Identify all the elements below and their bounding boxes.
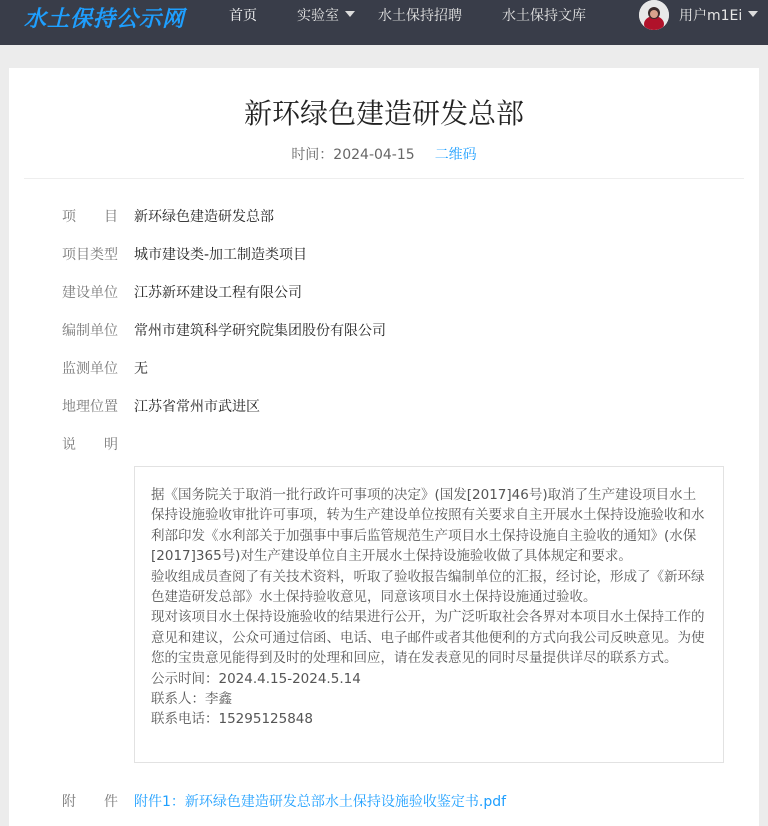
announcement-period: 公示时间：2024.4.15-2024.5.14 <box>151 670 361 687</box>
qr-code-link[interactable]: 二维码 <box>434 147 477 163</box>
top-navbar <box>0 0 768 45</box>
attachment-link[interactable]: 附件1：新环绿色建造研发总部水土保持设施验收鉴定书.pdf <box>134 794 507 810</box>
contact-phone: 联系电话：15295125848 <box>151 711 313 728</box>
field-value-monitor: 无 <box>134 361 148 377</box>
field-label-description: 说 明 <box>62 437 118 453</box>
nav-item-lab[interactable] <box>297 6 355 26</box>
user-name: 用户m1Ei <box>679 8 743 24</box>
description-paragraph: 现对该项目水土保持设施验收的结果进行公开，为广泛听取社会各界对本项目水土保持工作的意见和建议，公众可通过信函、电话、电子邮件或者其他便利的方式向我公司反映意见。为使您的宝贵意见能得到及时的处理和回应，请在发表意见的同时尽量提供详尽的联系方式。 <box>151 609 705 667</box>
field-label-project-type: 项目类型 <box>62 247 118 263</box>
nav-item-library[interactable]: 水土保持文库 <box>502 8 586 24</box>
field-label-monitor: 监测单位 <box>62 361 118 377</box>
chevron-down-icon <box>345 11 355 17</box>
contact-person: 联系人：李鑫 <box>151 691 232 708</box>
publish-time: 时间：2024-04-15 <box>291 147 415 163</box>
nav-item-home[interactable]: 首页 <box>229 8 257 24</box>
field-label-attachment: 附 件 <box>62 794 118 810</box>
field-value-location: 江苏省常州市武进区 <box>134 399 260 415</box>
field-value-project: 新环绿色建造研发总部 <box>134 209 274 225</box>
field-label-builder: 建设单位 <box>62 285 118 301</box>
field-label-project: 项 目 <box>62 209 118 225</box>
page-title: 新环绿色建造研发总部 <box>243 97 524 130</box>
article-meta <box>0 144 768 164</box>
user-avatar[interactable] <box>639 0 669 30</box>
avatar-image-icon <box>639 0 669 30</box>
user-menu[interactable] <box>679 6 758 26</box>
field-value-compiler: 常州市建筑科学研究院集团股份有限公司 <box>134 323 386 339</box>
field-value-builder: 江苏新环建设工程有限公司 <box>134 285 302 301</box>
chevron-down-icon <box>748 11 758 17</box>
field-label-location: 地理位置 <box>62 399 118 415</box>
nav-item-jobs[interactable]: 水土保持招聘 <box>378 8 462 24</box>
site-logo[interactable]: 水土保持公示网 <box>24 7 186 32</box>
description-paragraph: 据《国务院关于取消一批行政许可事项的决定》(国发[2017]46号)取消了生产建设项目水土保持设施验收审批许可事项，转为生产建设单位按照有关要求自主开展水土保持设施验收和水利部印发《水利部关于加强事中事后监管规范生产项目水土保持设施自主验收的通知》(水保[2017]365号)对生产建设单位自主开展水土保持设施验收做了具体规定和要求。 <box>151 487 705 565</box>
nav-item-lab-label: 实验室 <box>297 8 339 24</box>
description-box <box>134 466 724 763</box>
field-value-project-type: 城市建设类-加工制造类项目 <box>134 247 308 263</box>
description-paragraph: 验收组成员查阅了有关技术资料，听取了验收报告编制单位的汇报，经讨论，形成了《新环绿色建造研发总部》水土保持验收意见，同意该项目水土保持设施通过验收。 <box>151 568 705 606</box>
title-divider <box>24 178 744 179</box>
field-label-compiler: 编制单位 <box>62 323 118 339</box>
